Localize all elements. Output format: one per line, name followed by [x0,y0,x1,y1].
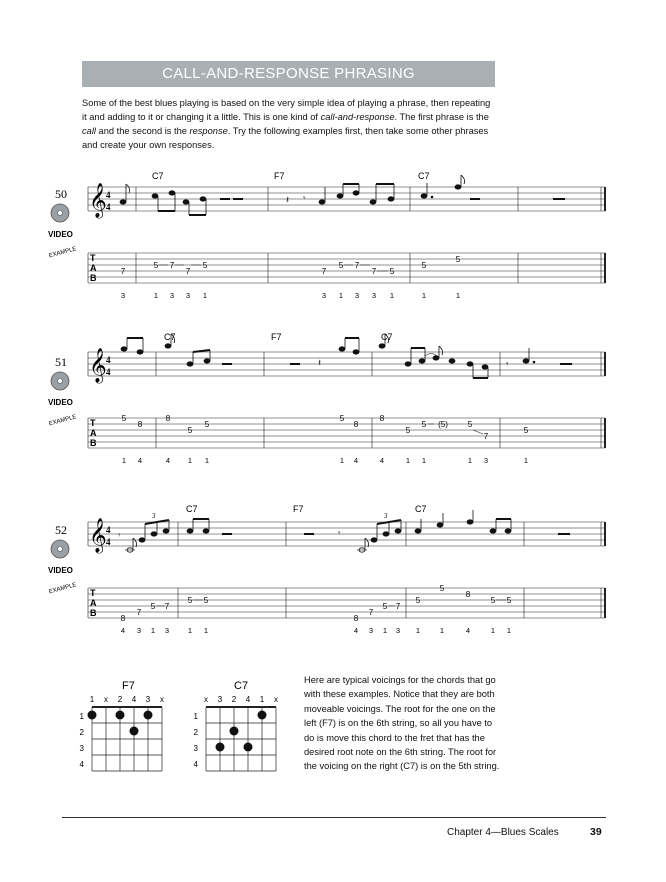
time-signature-icon: 4 [106,537,111,547]
tab-number: 5 [439,584,445,593]
tab-number: 5 [121,414,127,423]
fret-number: 4 [79,760,84,769]
tab-number: 5 [523,426,529,435]
tab-number: 5 [421,420,427,429]
tab-number: 5 [421,261,427,270]
svg-text:𝄾: 𝄾 [338,528,341,538]
fingering-number: 1 [405,456,411,465]
music-staff [88,352,605,376]
page-number: 39 [590,826,602,838]
voicing-description: Here are typical voicings for the chords that go with these examples. Notice that they are both moveable voicings. The root for the one on the left (F7) is on the 6th string, so all you have to do is move this chord to the fret that has the desired root note on the 6th string. The root for the voicing on the right (C7) is on the 5th string. [304,675,500,772]
tab-clef-icon: T [90,253,96,263]
finger-marker: 1 [259,695,265,704]
finger-marker: 4 [131,695,137,704]
tab-number: 8 [379,414,385,423]
tab-number: 7 [120,267,126,276]
treble-clef-icon: 𝄞 [89,518,107,553]
tab-number: 7 [395,602,401,611]
time-signature-icon: 4 [106,525,111,535]
time-signature-icon: 4 [106,355,111,365]
svg-text:𝄽: 𝄽 [318,358,322,369]
finger-marker: x [274,695,278,704]
tab-number: 7 [136,608,142,617]
fingering-number: 4 [353,626,359,635]
fret-number: 2 [193,728,198,737]
fret-number: 1 [79,712,84,721]
cd-icon [51,372,69,390]
tab-clef-icon: A [90,428,97,438]
tab-number: 8 [353,614,359,623]
tab-number: 5 [187,426,193,435]
tab-number: 5 [467,420,473,429]
tab-number: 5 [202,261,208,270]
fingering-number: 1 [415,626,421,635]
chord-symbol: F7 [274,171,285,181]
svg-text:𝄾: 𝄾 [303,193,306,203]
fret-number: 1 [193,712,198,721]
tab-staff [88,253,605,283]
intro-paragraph: Some of the best blues playing is based on the very simple idea of playing a phrase, then repeating it and adding to it or changing it a little. This is one kind of call-and-response. The first phrase is the call and the second is the response. Try the following examples first, then take some other phrases and create your own responses. [82,98,491,150]
fingering-number: 1 [523,456,529,465]
tab-number: 7 [483,432,489,441]
fret-number: 2 [79,728,84,737]
tab-number: 8 [353,420,359,429]
fingering-number: 1 [455,291,461,300]
finger-dots [216,711,267,752]
finger-marker: x [160,695,164,704]
video-label: VIDEO [48,398,73,407]
example-label: EXAMPLE [48,582,78,596]
example-51 [0,326,666,466]
tab-number: 5 [389,267,395,276]
tab-number: 5 [153,261,159,270]
tab-clef-icon: B [90,438,97,448]
example-50 [0,165,666,305]
example-number: 51 [55,355,67,369]
tab-number: (5) [438,420,448,429]
fingering-number: 4 [137,456,143,465]
example-number: 50 [55,187,67,201]
fingering-number: 1 [382,626,388,635]
time-signature-icon: 4 [106,202,111,212]
tab-number: 7 [368,608,374,617]
example-label: EXAMPLE [48,414,78,428]
fingering-number: 1 [421,291,427,300]
fingering-number: 3 [354,291,360,300]
finger-marker: x [104,695,108,704]
triplet-marking: 3 [384,512,388,520]
example-label: EXAMPLE [48,246,78,260]
fingering-number: 4 [120,626,126,635]
tab-number: 5 [150,602,156,611]
tab-clef-icon: A [90,598,97,608]
tab-number: 5 [382,602,388,611]
chord-name: C7 [234,680,249,692]
treble-clef-icon: 𝄞 [89,348,107,383]
chord-diagram-f7 [76,678,186,788]
fingering-number: 1 [153,291,159,300]
tab-number: 5 [415,596,421,605]
fingering-number: 1 [187,626,193,635]
fingering-number: 3 [371,291,377,300]
tab-number: 5 [203,596,209,605]
section-title: CALL-AND-RESPONSE PHRASING [82,61,495,87]
fingering-number: 1 [467,456,473,465]
tab-number: 5 [338,261,344,270]
tab-number: 8 [120,614,126,623]
finger-marker: 3 [145,695,151,704]
fingering-number: 1 [439,626,445,635]
chord-name: F7 [122,680,135,692]
fingering-number: 3 [395,626,401,635]
fingering-number: 3 [185,291,191,300]
tab-number: 5 [187,596,193,605]
finger-marker: 3 [217,695,223,704]
fingering-number: 4 [165,456,171,465]
tab-number: 5 [506,596,512,605]
video-label: VIDEO [48,566,73,575]
fingering-number: 1 [203,626,209,635]
tab-number: 8 [137,420,143,429]
notes [120,175,565,215]
triplet-marking: 3 [152,512,156,520]
tab-clef-icon: T [90,588,96,598]
chord-symbol: F7 [271,332,282,342]
fingering-number: 1 [204,456,210,465]
treble-clef-icon: 𝄞 [89,183,107,218]
example-number: 52 [55,523,67,537]
tab-clef-icon: T [90,418,96,428]
fingering-number: 1 [202,291,208,300]
cd-icon [51,204,69,222]
fingering-number: 3 [169,291,175,300]
tab-clef-icon: A [90,263,97,273]
tab-number: 5 [405,426,411,435]
chord-symbol: C7 [381,332,393,342]
fingering-number: 1 [338,291,344,300]
chord-symbol: C7 [415,504,427,514]
fingering-number: 3 [164,626,170,635]
music-staff [88,522,605,546]
finger-marker: 4 [245,695,251,704]
svg-text:𝄽: 𝄽 [286,195,290,206]
finger-marker: 1 [89,695,95,704]
fingering-number: 1 [421,456,427,465]
footer-divider [62,817,606,818]
tab-clef-icon: B [90,608,97,618]
notes [121,334,572,378]
tab-number: 7 [371,267,377,276]
chord-symbol: C7 [186,504,198,514]
fret-number: 3 [79,744,84,753]
tab-number: 7 [185,267,191,276]
tab-number: 8 [465,590,471,599]
fingering-number: 1 [121,456,127,465]
finger-marker: 2 [117,695,123,704]
chord-symbol: F7 [293,504,304,514]
fingering-number: 1 [339,456,345,465]
fingering-number: 3 [368,626,374,635]
tab-clef-icon: B [90,273,97,283]
tab-number: 5 [490,596,496,605]
chord-symbol: C7 [164,332,176,342]
tab-number: 7 [169,261,175,270]
fingering-number: 4 [353,456,359,465]
fret-number: 4 [193,760,198,769]
fingering-number: 3 [321,291,327,300]
tab-number: 7 [354,261,360,270]
fingering-number: 1 [506,626,512,635]
fingering-number: 1 [490,626,496,635]
time-signature-icon: 4 [106,190,111,200]
chord-diagram-c7 [190,678,300,788]
fingering-number: 1 [150,626,156,635]
fingering-number: 3 [120,291,126,300]
video-label: VIDEO [48,230,73,239]
footer-chapter: Chapter 4—Blues Scales [447,827,559,838]
example-52 [0,502,666,652]
fingering-number: 1 [187,456,193,465]
tab-number: 7 [164,602,170,611]
fingering-number: 3 [483,456,489,465]
svg-text:𝄾: 𝄾 [506,359,509,369]
fingering-number: 3 [136,626,142,635]
fingering-number: 4 [465,626,471,635]
time-signature-icon: 4 [106,367,111,377]
tab-number: 5 [455,255,461,264]
fingering-number: 4 [379,456,385,465]
tab-number: 8 [165,414,171,423]
fret-number: 3 [193,744,198,753]
tab-number: 5 [339,414,345,423]
chord-symbol: C7 [418,171,430,181]
svg-text:𝄾: 𝄾 [118,530,121,540]
finger-marker: x [204,695,208,704]
chord-symbol: C7 [152,171,164,181]
finger-marker: 2 [231,695,237,704]
cd-icon [51,540,69,558]
music-staff [88,187,605,211]
tab-number: 5 [204,420,210,429]
tab-number: 7 [321,267,327,276]
fingering-number: 1 [389,291,395,300]
